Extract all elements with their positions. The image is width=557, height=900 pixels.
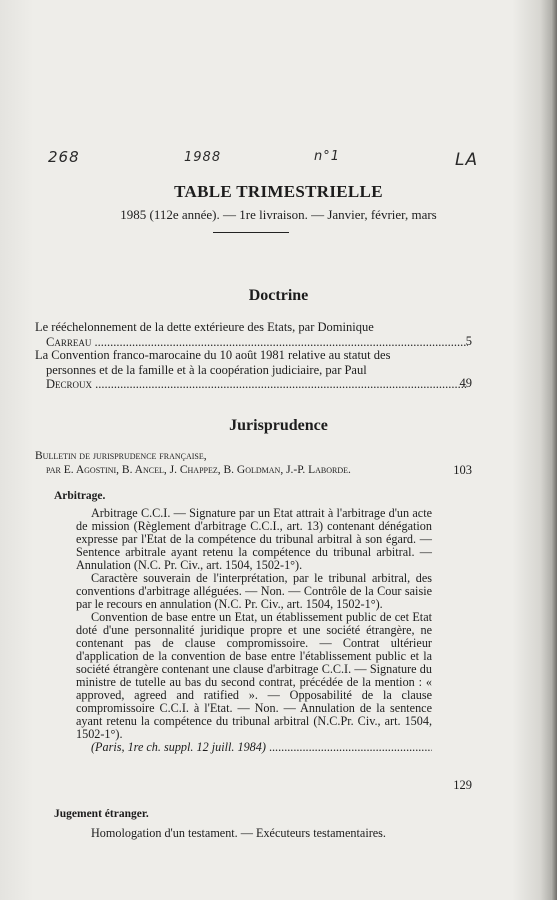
court-reference <box>76 741 432 754</box>
entry-line: La Convention franco-marocaine du 10 août 1981 relative au statut des <box>35 348 391 362</box>
jugement-heading: Jugement étranger. <box>54 808 149 820</box>
entry-line: Le rééchelonnement de la dette extérieure des Etats, par Dominique <box>35 320 374 334</box>
summary-paragraph: Homologation d'un testament. — Exécuteurs testamentaires. <box>91 826 386 840</box>
bulletin-title: Bulletin de jurisprudence française, <box>35 450 207 462</box>
summary-paragraph: Arbitrage C.C.I. — Signature par un Etat attrait à l'arbitrage d'un acte de mission (Règlement d'arbitrage C.C.I., art. 13) contenant dénégation expresse par l'Etat de la compétence du tribunal arbitral à son égard. — Sentence arbitrale ayant retenu la compétence du tribunal arbitral. — Annulation (N.C. Pr. Civ., art. 1504, 1502-1°). <box>76 506 432 572</box>
author-name: Decroux <box>46 377 93 391</box>
page-subtitle: 1985 (112e année). — 1re livraison. — Janvier, février, mars <box>120 207 437 222</box>
doctrine-entry <box>35 320 468 349</box>
entry-line <box>35 377 468 392</box>
handwritten-note-year: 1988 <box>184 150 222 165</box>
page-edge-shadow <box>551 0 557 900</box>
summary-paragraph: Caractère souverain de l'interprétation, par le tribunal arbitral, des conventions d'arbitrage alléguées. — Non. — Contrôle de la Cour saisie par le recours en annulation (N.C. Pr. Civ., art. 1504, 1502-1°). <box>76 571 432 611</box>
summary-paragraph: Convention de base entre un Etat, un établissement public de cet Etat doté d'une personnalité juridique propre et une société étrangère, ne contenant pas de clause compromissoire. — Contrat ultérieur d'application de la convention de base entre l'établissement public et la société étrangère contenant une clause d'arbitrage C.C.I. — Signature du ministre de tutelle au bas du second contrat, précédée de la mention : « approved, agreed and ratified ». — Opposabilité de la clause compromissoire C.C.I. à l'Etat. — Non. — Annulation de la sentence ayant retenu la compétence du tribunal arbitral (N.C.Pr. Civ., art. 1504, 1502-1°). <box>76 610 432 741</box>
page-number: 5 <box>465 334 472 348</box>
page-number: 49 <box>459 376 472 390</box>
entry-line: personnes et de la famille et à la coopération judiciaire, par Paul <box>46 362 367 377</box>
page-title: TABLE TRIMESTRIELLE <box>174 182 383 201</box>
doctrine-heading: Doctrine <box>248 287 309 304</box>
page-number: 103 <box>453 463 472 477</box>
bulletin-authors: par E. Agostini, B. Ancel, J. Chappez, B. Goldman, J.-P. Laborde. <box>46 464 351 476</box>
jugement-summary <box>76 827 456 840</box>
page-number: 129 <box>453 778 472 792</box>
handwritten-note-left: 268 <box>48 148 80 166</box>
court-reference-text: (Paris, 1re ch. suppl. 12 juill. 1984) <box>91 741 266 754</box>
author-name: Carreau <box>46 334 92 349</box>
jurisprudence-heading: Jurisprudence <box>229 417 328 434</box>
handwritten-note-number: n°1 <box>314 149 341 164</box>
entry-line <box>35 335 468 350</box>
title-rule <box>213 232 289 233</box>
bulletin-entry <box>35 449 475 477</box>
doctrine-entry <box>35 348 468 392</box>
arbitrage-heading: Arbitrage. <box>54 490 106 502</box>
handwritten-note-right: LA <box>455 150 479 170</box>
arbitrage-summary <box>76 507 432 754</box>
